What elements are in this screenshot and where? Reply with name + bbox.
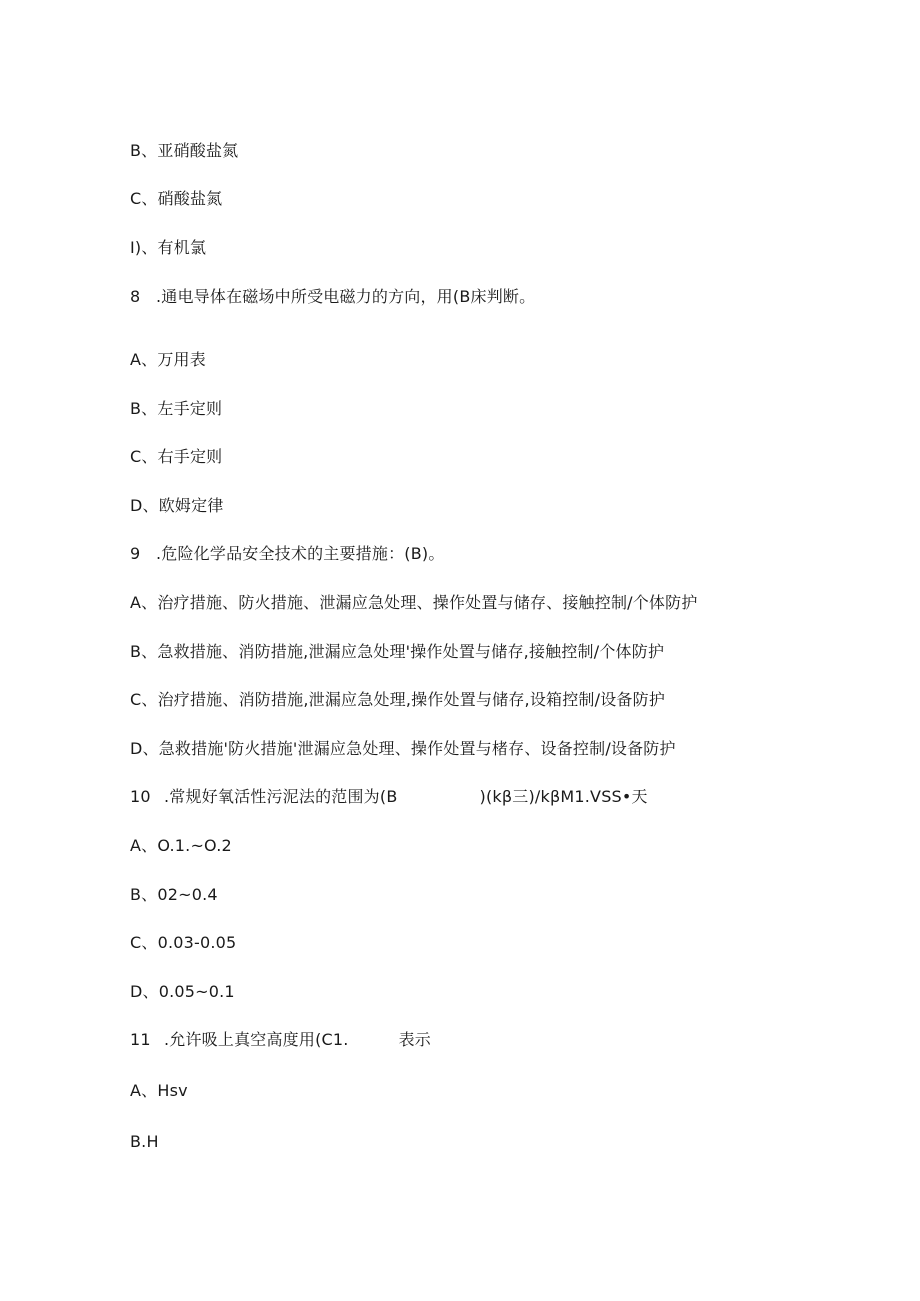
option-line: C、治疗措施、消防措施,泄漏应急处理,操作处置与储存,设箱控制/设备防护: [130, 690, 666, 709]
option-line: D、0.05~0.1: [130, 982, 235, 1001]
option-line: I)、有机氯: [130, 238, 207, 257]
question-number: 9: [130, 544, 141, 563]
option-line: C、硝酸盐氮: [130, 189, 223, 208]
option-line: C、右手定则: [130, 447, 223, 466]
option-line: B、左手定则: [130, 399, 223, 418]
question-text: .允许吸上真空高度用(C1.: [164, 1030, 349, 1049]
option-line: D、欧姆定律: [130, 496, 224, 515]
option-line: A、万用表: [130, 350, 206, 369]
question-number: 10: [130, 787, 151, 806]
option-line: A、治疗措施、防火措施、泄漏应急处理、操作处置与储存、接触控制/个体防护: [130, 593, 698, 612]
question-number: 8: [130, 287, 141, 306]
question-text: .危险化学品安全技术的主要措施：(B)。: [156, 544, 445, 563]
option-line: A、O.1.~O.2: [130, 836, 232, 855]
question-text-continued: )(kβ三)∕kβM1.VSS•天: [479, 787, 648, 806]
question-9: [130, 544, 445, 564]
question-10: [130, 787, 648, 807]
option-line: C、0.03-0.05: [130, 933, 237, 952]
option-line: D、急救措施'防火措施'泄漏应急处理、操作处置与楮存、设备控制/设备防护: [130, 739, 676, 758]
question-text-continued: 表示: [398, 1030, 431, 1049]
question-8: [130, 287, 535, 307]
option-line: B、亚硝酸盐氮: [130, 141, 239, 160]
option-line: B、02~0.4: [130, 885, 218, 904]
question-number: 11: [130, 1030, 151, 1049]
option-line: B、急救措施、消防措施,泄漏应急处理'操作处置与储存,接触控制/个体防护: [130, 642, 665, 661]
option-line: B.H: [130, 1132, 159, 1151]
question-text: .通电导体在磁场中所受电磁力的方向，用(B床判断。: [156, 287, 536, 306]
question-text: .常规好氧活性污泥法的范围为(B: [164, 787, 398, 806]
option-line: A、Hsv: [130, 1081, 188, 1100]
question-11: [130, 1030, 431, 1050]
